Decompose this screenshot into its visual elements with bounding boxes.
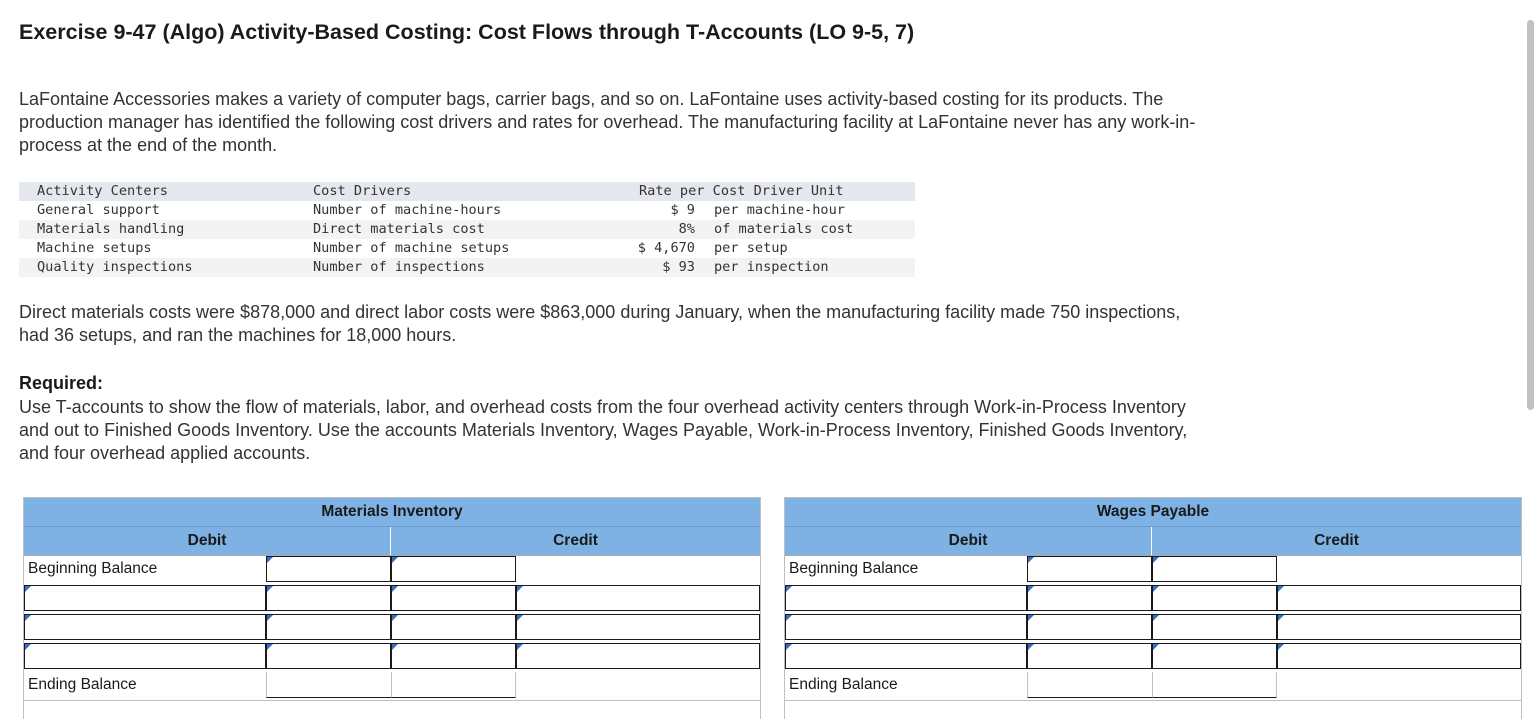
debit-label-select[interactable] — [785, 614, 1027, 640]
entry-row — [785, 613, 1521, 641]
rate-amount: $ 4,670 — [637, 240, 695, 256]
rate-unit: per machine-hour — [714, 202, 845, 218]
debit-amount-input[interactable] — [1027, 643, 1152, 669]
ending-balance-row — [785, 671, 1521, 699]
credit-label-select[interactable] — [516, 614, 760, 640]
debit-label-select[interactable] — [24, 614, 266, 640]
credit-header: Credit — [1314, 532, 1359, 549]
table-row — [19, 258, 915, 277]
page-title: Exercise 9-47 (Algo) Activity-Based Costing: Cost Flows through T-Accounts (LO 9-5, 7) — [19, 20, 915, 44]
ending-credit-input[interactable] — [391, 672, 516, 698]
rate-unit: of materials cost — [714, 221, 854, 237]
table-row — [19, 220, 915, 239]
credit-label-select[interactable] — [1277, 643, 1521, 669]
header-rate: Rate per Cost Driver Unit — [639, 183, 844, 199]
beginning-balance-row — [785, 555, 1521, 583]
cost-driver: Number of machine-hours — [313, 202, 502, 218]
rate-amount: 8% — [678, 221, 695, 237]
cost-driver: Direct materials cost — [313, 221, 485, 237]
required-paragraph: Use T-accounts to show the flow of materials, labor, and overhead costs from the four overhead activity centers through Work-in-Process Inventory and out to Finished Goods Inventory. Use the accounts Materials Inventory, Wages Payable, Work-in-Process Inventory, Finished Goods Inventory, and four overhead applied accounts. — [19, 397, 1188, 463]
cost-driver-table — [19, 182, 915, 277]
debit-amount-input[interactable] — [266, 614, 391, 640]
credit-label-select[interactable] — [516, 585, 760, 611]
cost-driver: Number of inspections — [313, 259, 485, 275]
intro-paragraph: LaFontaine Accessories makes a variety of computer bags, carrier bags, and so on. LaFontaine uses activity-based costing for its products. The production manager has identified the following cost drivers and rates for overhead. The manufacturing facility at LaFontaine never has any work-in-process at the end of the month. — [19, 89, 1196, 155]
debit-amount-input[interactable] — [1027, 614, 1152, 640]
rate-unit: per setup — [714, 240, 788, 256]
entry-row — [24, 613, 760, 641]
credit-header: Credit — [553, 532, 598, 549]
entry-row — [24, 642, 760, 670]
debit-label-select[interactable] — [24, 585, 266, 611]
credit-amount-input[interactable] — [391, 614, 516, 640]
debit-label-select[interactable] — [785, 643, 1027, 669]
required-heading: Required: — [19, 373, 104, 393]
entry-row — [785, 584, 1521, 612]
debit-label-select[interactable] — [785, 585, 1027, 611]
divider — [24, 700, 760, 701]
rate-amount: $ 93 — [662, 259, 695, 275]
t-account-title — [785, 498, 1521, 527]
credit-amount-input[interactable] — [1152, 643, 1277, 669]
credit-label-select[interactable] — [516, 643, 760, 669]
credit-amount-input[interactable] — [391, 585, 516, 611]
table-row — [19, 239, 915, 258]
t-account-subheader — [24, 527, 760, 556]
debit-amount-input[interactable] — [1027, 585, 1152, 611]
rate-unit: per inspection — [714, 259, 829, 275]
debit-label-select[interactable] — [24, 643, 266, 669]
t-account-wages-payable — [784, 497, 1522, 719]
credit-label-select[interactable] — [1277, 585, 1521, 611]
ending-balance-label: Ending Balance — [28, 676, 137, 693]
t-account-title: Materials Inventory — [24, 498, 760, 527]
page-scrollbar[interactable] — [1527, 20, 1534, 410]
debit-header: Debit — [785, 527, 1152, 555]
debit-header: Debit — [24, 527, 391, 555]
credit-amount-input[interactable] — [1152, 614, 1277, 640]
credit-amount-input[interactable] — [391, 643, 516, 669]
ending-debit-input[interactable] — [266, 672, 391, 698]
beginning-balance-row — [24, 555, 760, 583]
debit-amount-input[interactable] — [266, 556, 391, 582]
activity-center: General support — [37, 202, 160, 218]
entry-row — [785, 642, 1521, 670]
beginning-balance-label: Beginning Balance — [789, 560, 919, 577]
t-account-subheader — [785, 527, 1521, 556]
divider — [785, 700, 1521, 701]
table-header-row — [19, 182, 915, 201]
entry-row — [24, 584, 760, 612]
credit-amount-input[interactable] — [1152, 585, 1277, 611]
activity-center: Quality inspections — [37, 259, 193, 275]
debit-amount-input[interactable] — [1027, 556, 1152, 582]
t-account-materials-inventory — [23, 497, 761, 719]
debit-amount-input[interactable] — [266, 585, 391, 611]
ending-balance-row — [24, 671, 760, 699]
credit-label-select[interactable] — [1152, 556, 1277, 582]
table-row — [19, 201, 915, 220]
ending-credit-input[interactable] — [1152, 672, 1277, 698]
credit-label-select[interactable] — [1277, 614, 1521, 640]
rate-amount: $ 9 — [670, 202, 695, 218]
cost-driver: Number of machine setups — [313, 240, 510, 256]
t-account-title-text: Wages Payable — [1096, 503, 1210, 520]
ending-debit-input[interactable] — [1027, 672, 1152, 698]
beginning-balance-label: Beginning Balance — [28, 560, 158, 577]
header-cost-drivers: Cost Drivers — [313, 183, 412, 199]
direct-costs-paragraph: Direct materials costs were $878,000 and direct labor costs were $863,000 during January, when the manufacturing facility made 750 inspections, had 36 setups, and ran the machines for 18,000 hours. — [19, 302, 1181, 345]
ending-balance-label: Ending Balance — [789, 676, 898, 693]
header-activity-centers: Activity Centers — [37, 183, 168, 199]
activity-center: Machine setups — [37, 240, 152, 256]
debit-amount-input[interactable] — [266, 643, 391, 669]
credit-label-select[interactable] — [391, 556, 516, 582]
activity-center: Materials handling — [37, 221, 185, 237]
